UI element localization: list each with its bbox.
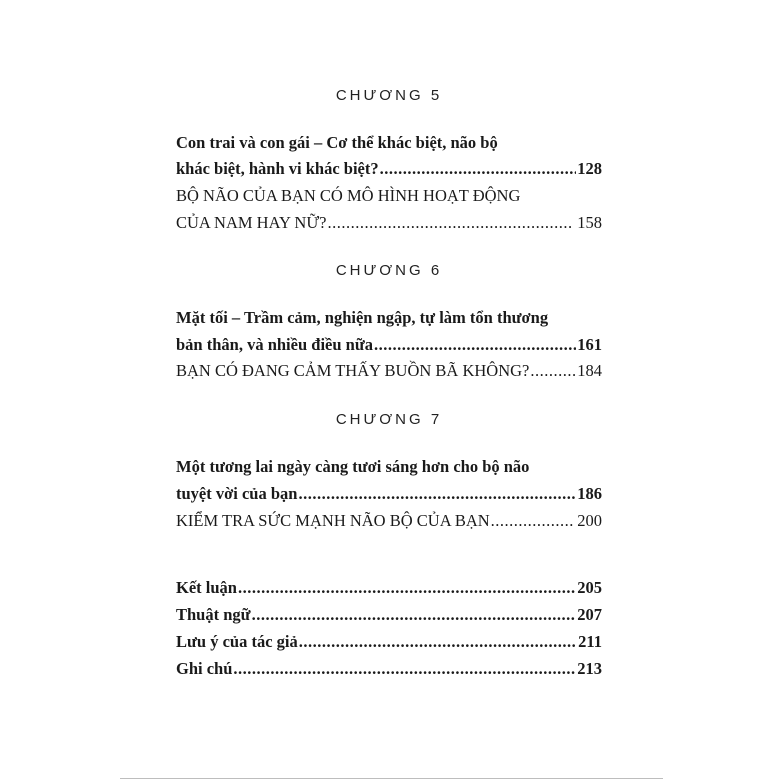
toc-entry-page: 207	[577, 605, 602, 624]
dot-leader	[530, 360, 576, 382]
chapter-6-quiz-entry	[176, 360, 602, 382]
chapter-6-title-line-1: Mặt tối – Trầm cảm, nghiện ngập, tự làm tổn thương	[176, 308, 549, 327]
chapter-6-quiz-line-1: BẠN CÓ ĐANG CẢM THẤY BUỒN BÃ KHÔNG?	[176, 361, 530, 380]
chapter-6-quiz-page: 184	[577, 361, 602, 380]
chapter-7-heading: CHƯƠNG 7	[335, 411, 443, 428]
dot-leader	[233, 658, 576, 680]
toc-entry-ghi-chu	[176, 658, 602, 680]
chapter-5-heading: CHƯƠNG 5	[335, 87, 443, 104]
chapter-5-quiz-entry	[176, 212, 602, 234]
toc-entry-label: Thuật ngữ	[176, 605, 251, 624]
chapter-5-quiz-page: 158	[577, 213, 602, 232]
chapter-5-quiz-line-1: BỘ NÃO CỦA BẠN CÓ MÔ HÌNH HOẠT ĐỘNG	[176, 186, 521, 205]
dot-leader	[374, 334, 576, 356]
toc-entry-thuat-ngu	[176, 604, 602, 626]
toc-entry-label: Kết luận	[176, 578, 237, 597]
chapter-7-quiz-page: 200	[577, 511, 602, 530]
page-bottom-rule	[120, 778, 663, 779]
chapter-5-title-line-1: Con trai và con gái – Cơ thể khác biệt, não bộ	[176, 133, 498, 152]
chapter-7-title-line-1: Một tương lai ngày càng tươi sáng hơn cho bộ não	[176, 457, 530, 476]
toc-entry-label: Lưu ý của tác giả	[176, 632, 298, 651]
toc-entry-page: 211	[578, 632, 602, 651]
chapter-7-title-line-2: tuyệt vời của bạn	[176, 484, 298, 503]
dot-leader	[491, 510, 574, 532]
chapter-7-title-page: 186	[577, 484, 602, 503]
chapter-5-title-entry	[176, 158, 602, 180]
dot-leader	[299, 631, 577, 653]
chapter-7-title-entry	[176, 483, 602, 505]
chapter-6-heading: CHƯƠNG 6	[335, 262, 443, 279]
chapter-5-quiz-line-2: CỦA NAM HAY NỮ?	[176, 213, 327, 232]
dot-leader	[252, 604, 577, 626]
chapter-7-quiz-entry	[176, 510, 602, 532]
toc-entry-ket-luan	[176, 577, 602, 599]
chapter-5-title-page: 128	[577, 159, 602, 178]
chapter-6-title-line-2: bản thân, và nhiều điều nữa	[176, 335, 373, 354]
chapter-6-title-entry	[176, 334, 602, 356]
dot-leader	[238, 577, 576, 599]
dot-leader	[327, 212, 573, 234]
toc-entry-luu-y-tac-gia	[176, 631, 602, 653]
chapter-6-title-page: 161	[577, 335, 602, 354]
toc-entry-page: 205	[577, 578, 602, 597]
chapter-7-quiz-line-1: KIỂM TRA SỨC MẠNH NÃO BỘ CỦA BẠN	[176, 511, 490, 530]
chapter-5-title-line-2: khác biệt, hành vi khác biệt?	[176, 159, 379, 178]
dot-leader	[380, 158, 577, 180]
dot-leader	[298, 483, 576, 505]
toc-entry-label: Ghi chú	[176, 659, 233, 678]
toc-entry-page: 213	[577, 659, 602, 678]
